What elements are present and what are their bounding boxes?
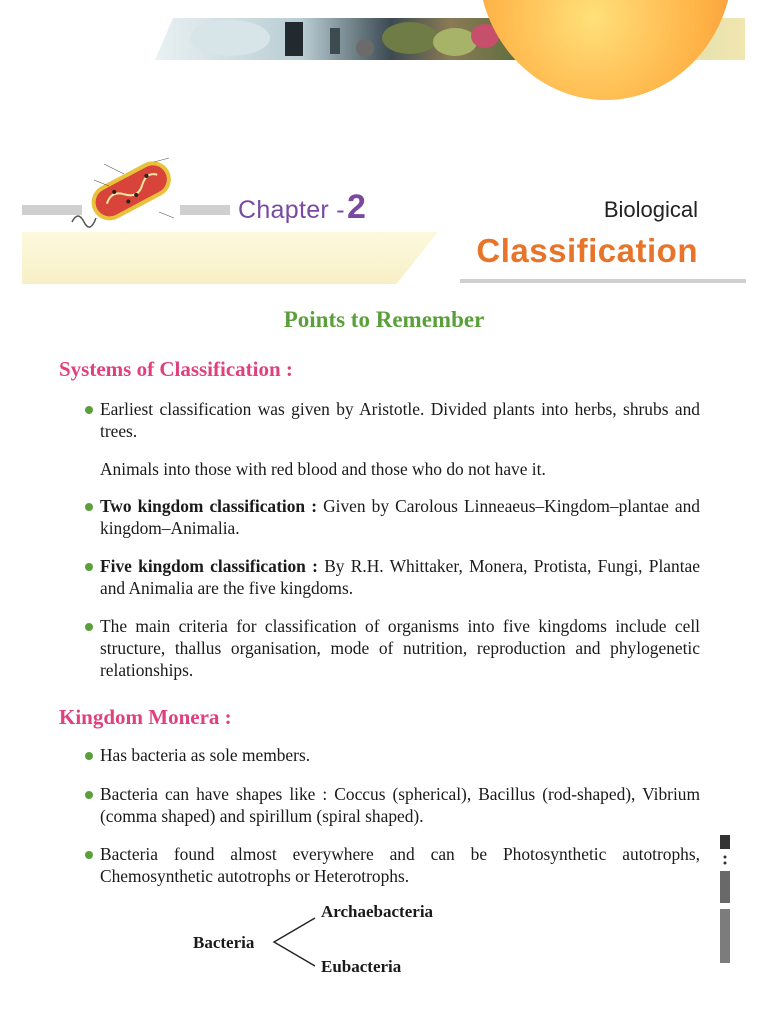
points-heading: Points to Remember: [283, 307, 485, 332]
item-text: The main criteria for classification of organisms into five kingdoms include cell structure, thallus organisation, mode of nutrition, reproduction and phylogenetic relationships.: [100, 616, 700, 680]
item-bold: Two kingdom classification :: [100, 496, 317, 516]
tree-lower: Eubacteria: [321, 957, 402, 976]
tree-upper: Archaebacteria: [321, 902, 434, 921]
item-text: Bacteria can have shapes like : Coccus (spherical), Bacillus (rod-shaped), Vibrium (comma shaped) and spirillum (spiral shaped).: [100, 784, 700, 826]
list-item: [100, 843, 700, 887]
title-underline: [460, 279, 746, 283]
section-heading-systems: Systems of Classification :: [59, 357, 293, 381]
bacterium-illustration: [64, 152, 184, 232]
list-item: [100, 615, 700, 681]
list-item: [100, 744, 700, 766]
tree-branch-lines: [270, 912, 320, 972]
tree-root: Bacteria: [193, 933, 255, 952]
item-text: Earliest classification was given by Aristotle. Divided plants into herbs, shrubs and trees.: [100, 399, 700, 441]
item-text: Bacteria found almost everywhere and can be Photosynthetic autotrophs, Chemosynthetic autotrophs or Heterotrophs.: [100, 844, 700, 886]
chapter-title-line1: Biological: [603, 197, 698, 222]
item-text: Given by Carolous Linneaeus–Kingdom–plantae and kingdom–Animalia.: [100, 496, 700, 538]
item-text: Has bacteria as sole members.: [100, 745, 311, 765]
section-heading-monera: Kingdom Monera :: [59, 705, 232, 729]
margin-mark: [712, 835, 736, 965]
banner-sun-graphic: [455, 0, 755, 110]
item-text: By R.H. Whittaker, Monera, Protista, Fungi, Plantae and Animalia are the five kingdoms.: [100, 556, 700, 598]
list-item: [100, 495, 700, 539]
header-band: [22, 232, 438, 284]
item-text: Animals into those with red blood and those who do not have it.: [100, 459, 546, 479]
list-item: [100, 458, 700, 480]
item-bold: Five kingdom classification :: [100, 556, 318, 576]
chapter-number: 2: [347, 188, 366, 226]
chapter-title-line2: Classification: [476, 232, 698, 269]
list-item: [100, 783, 700, 827]
list-item: [100, 398, 700, 442]
chapter-label: Chapter -: [238, 196, 345, 224]
list-item: [100, 555, 700, 599]
header-rule-mid: [180, 205, 230, 215]
